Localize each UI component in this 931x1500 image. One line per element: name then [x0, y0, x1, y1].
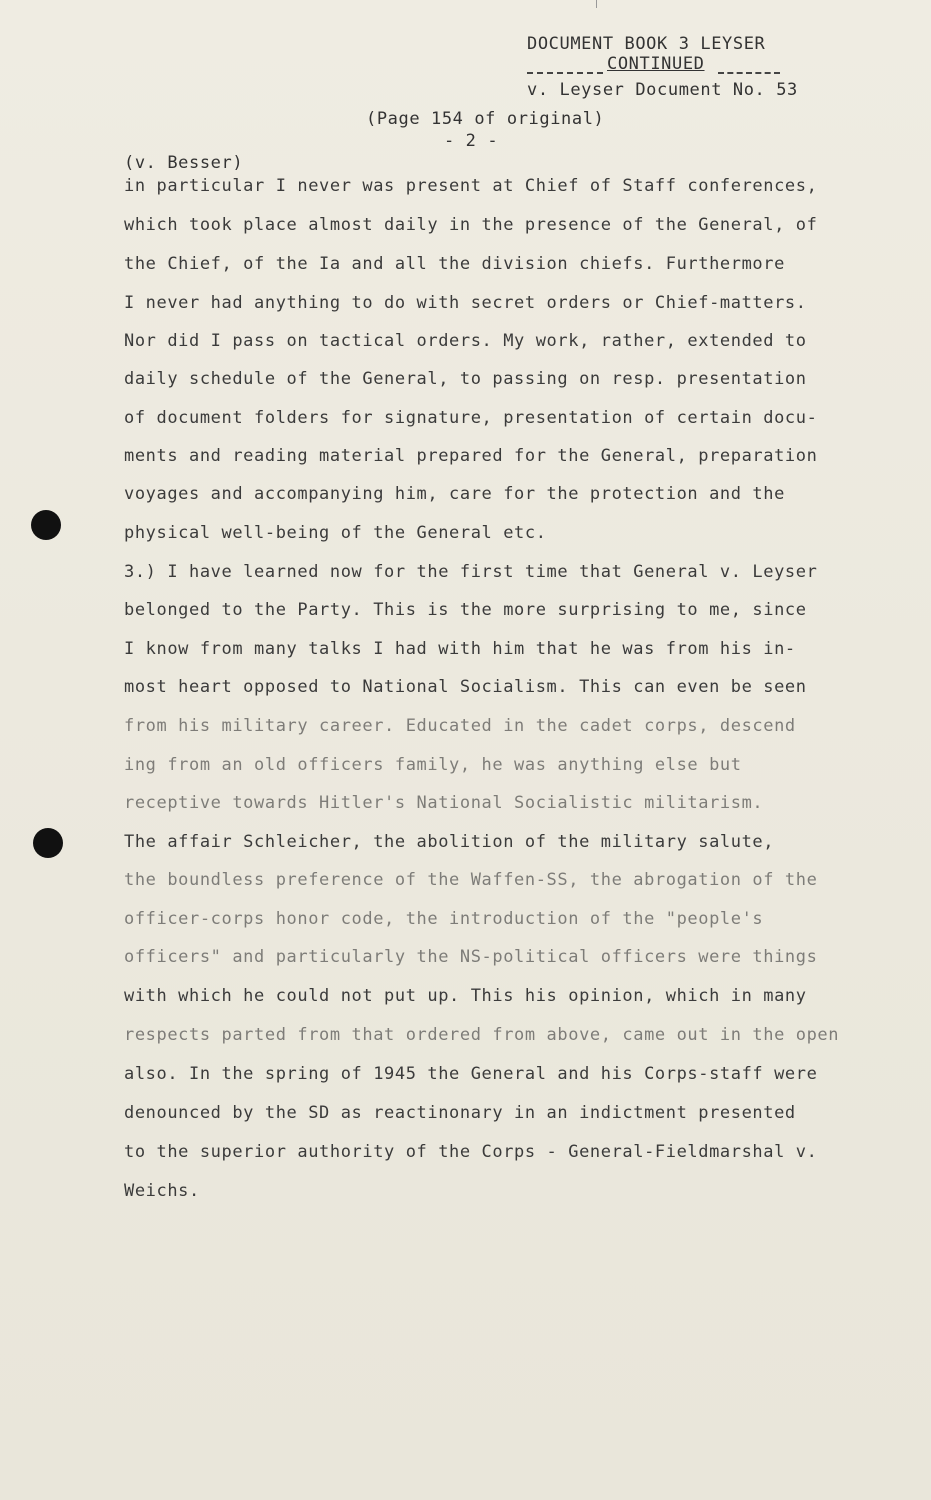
punch-hole-top	[31, 510, 61, 540]
fold-mark	[596, 0, 597, 8]
body-line: denounced by the SD as reactinonary in an indictment presented	[124, 1103, 796, 1123]
continued-label: CONTINUED	[607, 54, 705, 74]
body-line: voyages and accompanying him, care for the protection and the	[124, 484, 785, 504]
body-text	[124, 176, 884, 1216]
original-page-reference: (Page 154 of original)	[366, 109, 605, 129]
body-line: belonged to the Party. This is the more surprising to me, since	[124, 600, 807, 620]
body-line: physical well-being of the General etc.	[124, 523, 547, 543]
body-line: also. In the spring of 1945 the General and his Corps-staff were	[124, 1064, 818, 1084]
continued-rule-right	[718, 72, 780, 74]
body-line: ments and reading material prepared for the General, preparation	[124, 446, 818, 466]
body-line: respects parted from that ordered from above, came out in the open	[124, 1025, 840, 1045]
document-reference: v. Leyser Document No. 53	[527, 80, 798, 100]
body-line: from his military career. Educated in the cadet corps, descend	[124, 716, 796, 736]
body-line: ing from an old officers family, he was anything else but	[124, 755, 742, 775]
body-line: Nor did I pass on tactical orders. My work, rather, extended to	[124, 331, 807, 351]
body-line: 3.) I have learned now for the first time that General v. Leyser	[124, 562, 818, 582]
author-name: (v. Besser)	[124, 153, 244, 173]
body-line: to the superior authority of the Corps - General-Fieldmarshal v.	[124, 1142, 818, 1162]
body-line: Weichs.	[124, 1181, 200, 1201]
punch-hole-bottom	[33, 828, 63, 858]
body-line: The affair Schleicher, the abolition of the military salute,	[124, 832, 775, 852]
body-line: with which he could not put up. This his opinion, which in many	[124, 986, 807, 1006]
body-line: daily schedule of the General, to passing on resp. presentation	[124, 369, 807, 389]
page-number: - 2 -	[444, 131, 499, 151]
body-line: I never had anything to do with secret orders or Chief-matters.	[124, 293, 807, 313]
continued-rule-left	[527, 72, 603, 74]
body-line: the Chief, of the Ia and all the division chiefs. Furthermore	[124, 254, 785, 274]
document-book-title: DOCUMENT BOOK 3 LEYSER	[527, 34, 766, 54]
body-line: in particular I never was present at Chief of Staff conferences,	[124, 176, 818, 196]
body-line: of document folders for signature, presentation of certain docu-	[124, 408, 818, 428]
body-line: which took place almost daily in the presence of the General, of	[124, 215, 818, 235]
body-line: I know from many talks I had with him that he was from his in-	[124, 639, 796, 659]
body-line: most heart opposed to National Socialism. This can even be seen	[124, 677, 807, 697]
body-line: receptive towards Hitler's National Socialistic militarism.	[124, 793, 764, 813]
body-line: officers" and particularly the NS-political officers were things	[124, 947, 818, 967]
body-line: the boundless preference of the Waffen-SS, the abrogation of the	[124, 870, 818, 890]
body-line: officer-corps honor code, the introduction of the "people's	[124, 909, 764, 929]
